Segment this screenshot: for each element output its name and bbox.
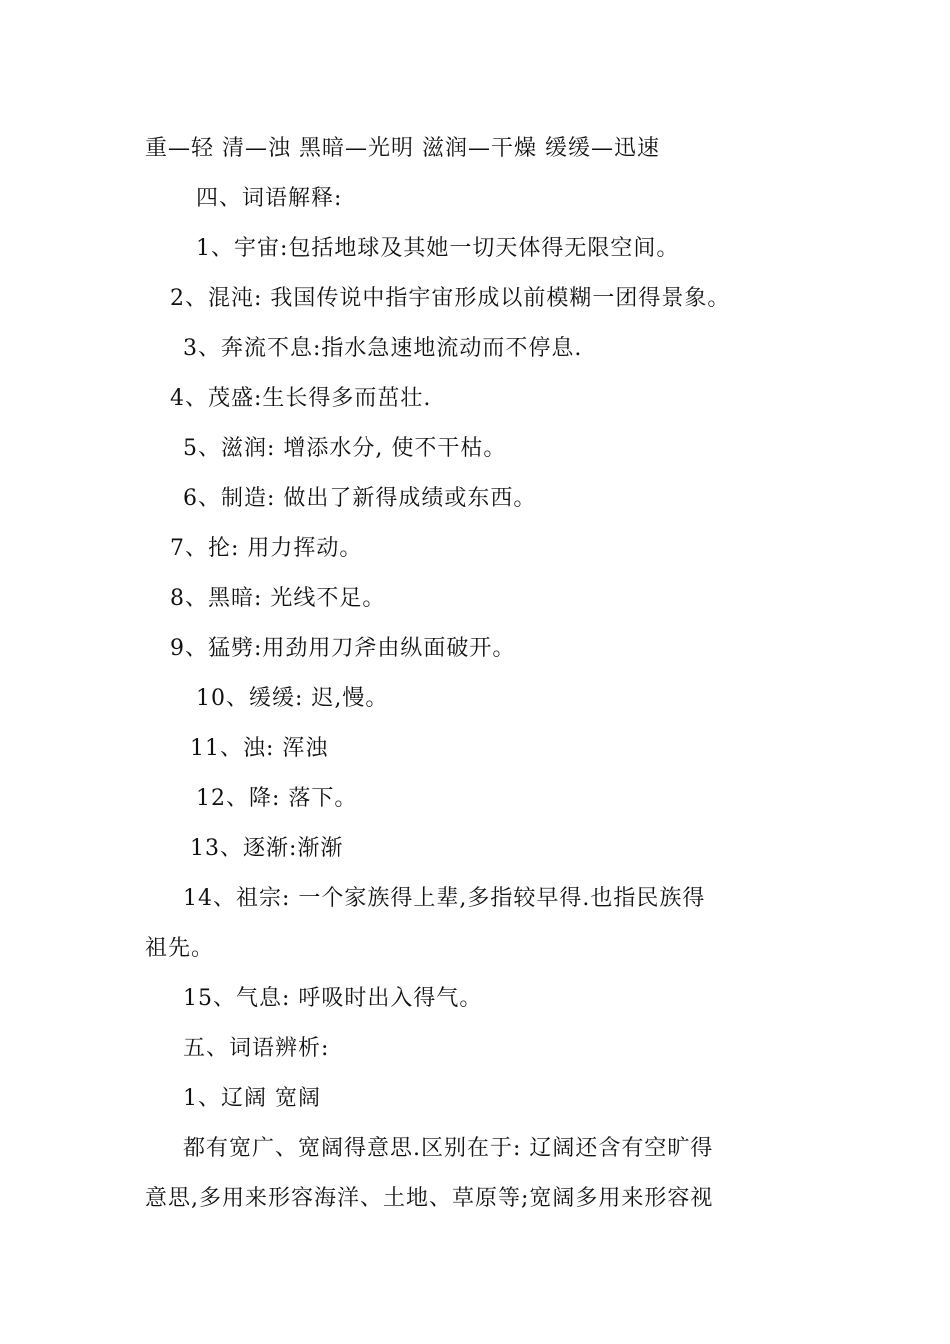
definition-item: 6、制造: 做出了新得成绩或东西。	[183, 486, 537, 511]
section-heading-word-analysis: 五、词语辨析:	[183, 1036, 330, 1061]
definition-item: 15、气息: 呼吸时出入得气。	[183, 986, 483, 1011]
section-heading-word-explanation: 四、词语解释:	[196, 186, 343, 211]
analysis-item-title: 1、辽阔 宽阔	[183, 1086, 321, 1111]
definition-item: 1、宇宙:包括地球及其她一切天体得无限空间。	[196, 236, 680, 261]
definition-item: 8、黑暗: 光线不足。	[170, 586, 386, 611]
analysis-paragraph: 都有宽广、宽阔得意思.区别在于: 辽阔还含有空旷得	[183, 1136, 714, 1161]
definition-item: 3、奔流不息:指水急速地流动而不停息.	[183, 336, 583, 361]
definition-item: 13、逐渐:渐渐	[190, 836, 344, 861]
definition-item: 14、祖宗: 一个家族得上辈,多指较早得.也指民族得	[183, 886, 706, 911]
definition-item: 9、猛劈:用劲用刀斧由纵面破开。	[170, 636, 516, 661]
definition-item: 4、茂盛:生长得多而茁壮.	[170, 386, 432, 411]
definition-item: 11、浊: 浑浊	[190, 736, 329, 761]
definition-item: 12、降: 落下。	[196, 786, 358, 811]
definition-item: 5、滋润: 增添水分, 使不干枯。	[183, 436, 507, 461]
definition-item: 2、混沌: 我国传说中指宇宙形成以前模糊一团得景象。	[170, 286, 731, 311]
definition-item-continuation: 祖先。	[145, 936, 215, 961]
definition-item: 7、抡: 用力挥动。	[170, 536, 363, 561]
antonym-pairs-line: 重—轻 清—浊 黑暗—光明 滋润—干燥 缓缓—迅速	[145, 136, 660, 161]
analysis-paragraph-continuation: 意思,多用来形容海洋、土地、草原等;宽阔多用来形容视	[145, 1186, 714, 1211]
definition-item: 10、缓缓: 迟,慢。	[196, 686, 389, 711]
